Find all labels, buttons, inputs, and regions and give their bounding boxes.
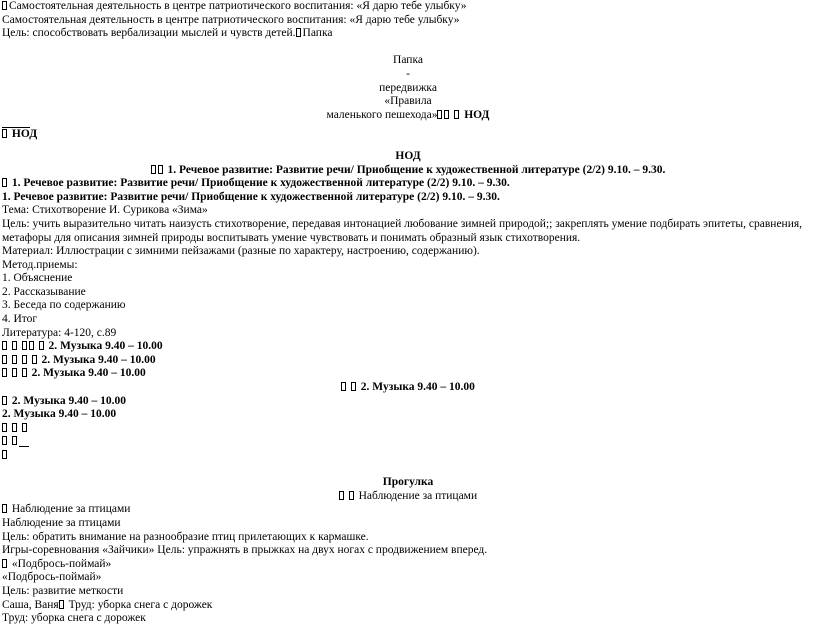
missing-glyph-icon [339, 491, 344, 500]
text-line: Самостоятельная деятельность в центре патриотического воспитания: «Я дарю тебе улыбку» [2, 0, 814, 14]
missing-glyph-icon [2, 129, 7, 138]
section-title: 1. Речевое развитие: Развитие речи/ Приобщение к художественной литературе (2/2) 9.10. – 9.30. [2, 177, 814, 191]
missing-glyph-icon [22, 341, 27, 350]
missing-glyph-icon [2, 178, 7, 187]
text-line: «Подбрось-поймай» [2, 571, 102, 584]
missing-glyph-icon [12, 368, 17, 377]
text-line: Игры-соревнования «Зайчики» Цель: упражнять в прыжках на двух ногах с продвижением вперед. [2, 544, 488, 557]
list-item: 1. Объяснение [2, 272, 73, 285]
section-title: 2. Музыка 9.40 – 10.00 [2, 381, 814, 395]
missing-glyph-icon [12, 423, 17, 432]
text-line: Наблюдение за птицами [2, 516, 121, 529]
missing-glyph-icon [12, 355, 17, 364]
lesson-material: Материал: Иллюстрации с зимними пейзажами (разные по характеру, настроению, содержанию). [2, 245, 480, 258]
missing-glyph-icon [59, 600, 64, 609]
missing-glyph-icon [151, 165, 156, 174]
folder-title: Папка [393, 54, 423, 67]
text-line: «Подбрось-поймай» [2, 558, 814, 572]
missing-glyph-icon [39, 341, 44, 350]
glyph-row [2, 435, 814, 449]
missing-glyph-icon [341, 382, 346, 391]
text-line: Саша, Ваня Труд: уборка снега с дорожек [2, 598, 213, 611]
missing-glyph-icon [12, 436, 17, 445]
missing-glyph-icon [22, 368, 27, 377]
missing-glyph-icon [296, 28, 301, 37]
nod-heading: НОД [2, 128, 814, 142]
text-line: Цель: развитие меткости [2, 584, 124, 597]
section-title: 1. Речевое развитие: Развитие речи/ Приобщение к художественной литературе (2/2) 9.10. – 9.30. [2, 190, 500, 203]
lesson-theme: Тема: Стихотворение И. Сурикова «Зима» [2, 204, 208, 217]
list-item: 3. Беседа по содержанию [2, 299, 126, 312]
text-line: Самостоятельная деятельность в центре патриотического воспитания: «Я дарю тебе улыбку» [2, 13, 460, 26]
walk-heading: Прогулка [382, 476, 434, 489]
literature: Литература: 4-120, с.89 [2, 326, 117, 339]
missing-glyph-icon [349, 491, 354, 500]
lesson-goal: Цель: учить выразительно читать наизусть стихотворение, передавая интонацией любование зимней природой;; закреплять умение подбирать эпитеты, сравнения, метафоры для описания зимней природы воспитывать умение чувствовать и понимать образный язык стихотворения. [2, 217, 803, 244]
section-title: 2. Музыка 9.40 – 10.00 [2, 340, 814, 354]
folder-title: «Правила [384, 95, 432, 108]
missing-glyph-icon [2, 450, 7, 459]
nod-heading: НОД [395, 149, 421, 162]
text-line: Труд: уборка снега с дорожек [2, 612, 146, 625]
list-item: 4. Итог [2, 313, 38, 326]
missing-glyph-icon [444, 110, 449, 119]
section-title: 2. Музыка 9.40 – 10.00 [2, 354, 814, 368]
missing-glyph-icon [2, 396, 7, 405]
missing-glyph-icon [158, 165, 163, 174]
section-title: 2. Музыка 9.40 – 10.00 [2, 408, 117, 421]
section-title: 1. Речевое развитие: Развитие речи/ Приобщение к художественной литературе (2/2) 9.10. – 9.30. [2, 164, 814, 178]
text-line: Цель: способствовать вербализации мыслей и чувств детей. Папка [2, 27, 333, 40]
section-title: 2. Музыка 9.40 – 10.00 [2, 367, 814, 381]
missing-glyph-icon [2, 341, 7, 350]
missing-glyph-icon [351, 382, 356, 391]
missing-glyph-icon [2, 355, 7, 364]
list-item: 2. Рассказывание [2, 285, 86, 298]
folder-title: - [406, 67, 410, 80]
text-line: Цель: обратить внимание на разнообразие птиц прилетающих к кармашке. [2, 530, 369, 543]
missing-glyph-icon [29, 341, 34, 350]
missing-glyph-icon [2, 423, 7, 432]
missing-glyph-icon [2, 559, 7, 568]
glyph-row [2, 422, 814, 436]
glyph-row [2, 449, 814, 463]
subheading: Наблюдение за птицами [2, 490, 814, 504]
folder-title: маленького пешехода» НОД [326, 108, 490, 121]
missing-glyph-icon [2, 368, 7, 377]
folder-title: передвижка [379, 81, 437, 94]
section-title: 2. Музыка 9.40 – 10.00 [2, 395, 814, 409]
missing-glyph-icon [22, 355, 27, 364]
methods-heading: Метод.приемы: [2, 258, 78, 271]
missing-glyph-icon [437, 110, 442, 119]
missing-glyph-icon [2, 504, 7, 513]
text-line: Наблюдение за птицами [2, 503, 814, 517]
missing-glyph-icon [22, 423, 27, 432]
missing-glyph-icon [2, 436, 7, 445]
missing-glyph-icon [12, 341, 17, 350]
missing-glyph-icon [454, 110, 459, 119]
missing-glyph-icon [2, 1, 7, 10]
missing-glyph-icon [32, 355, 37, 364]
